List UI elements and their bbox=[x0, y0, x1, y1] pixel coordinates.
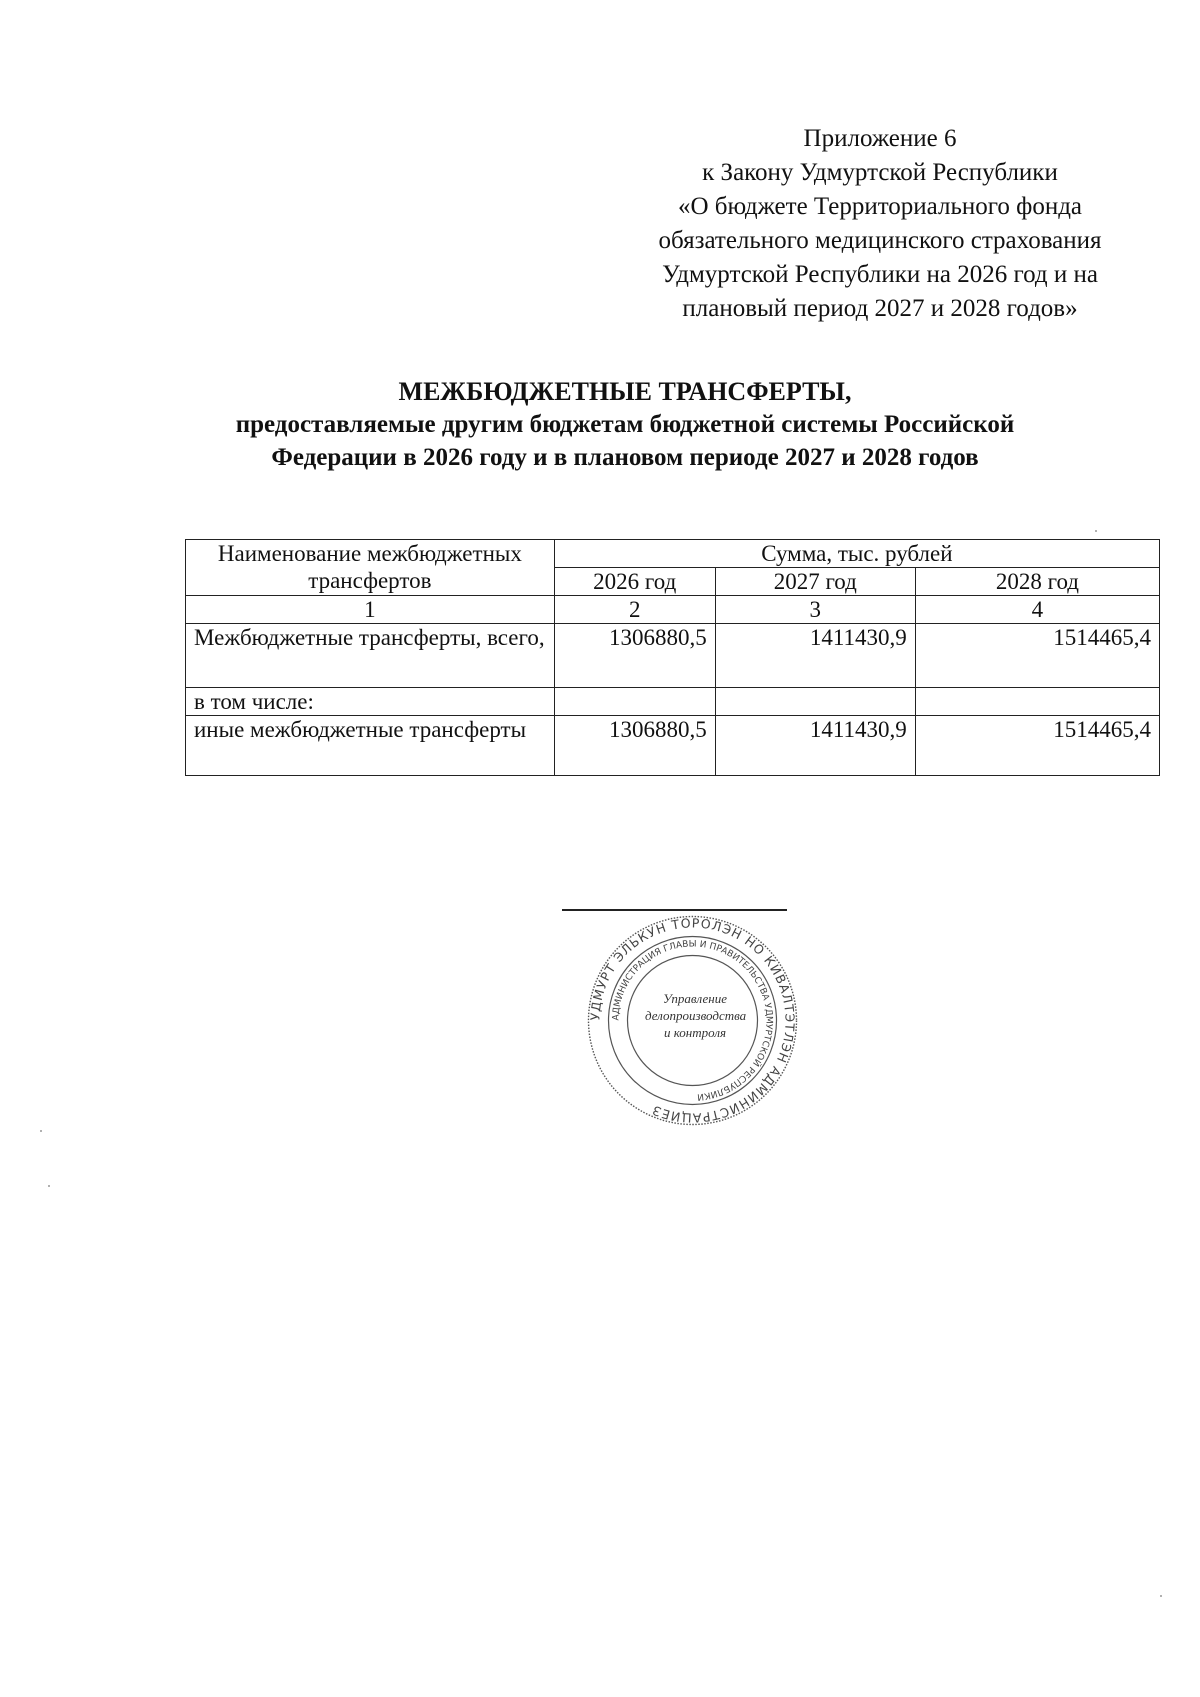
table-row bbox=[186, 688, 1160, 716]
appendix-line: к Закону Удмуртской Республики bbox=[702, 159, 1058, 186]
appendix-header bbox=[610, 122, 1150, 326]
scan-speck bbox=[40, 1130, 42, 1132]
title-main: МЕЖБЮДЖЕТНЫЕ ТРАНСФЕРТЫ, bbox=[398, 377, 852, 406]
header-year: 2028 год bbox=[915, 568, 1159, 596]
table-row bbox=[186, 716, 1160, 776]
table-header-row bbox=[186, 540, 1160, 568]
row-value bbox=[915, 688, 1159, 716]
row-value: 1411430,9 bbox=[715, 624, 915, 688]
seal-center-line: и контроля bbox=[663, 1025, 727, 1040]
signature-line bbox=[562, 909, 787, 911]
header-sum: Сумма, тыс. рублей bbox=[554, 540, 1159, 568]
row-value: 1306880,5 bbox=[554, 716, 715, 776]
title-line: Федерации в 2026 году и в плановом периоде 2027 и 2028 годов bbox=[271, 444, 979, 471]
column-number: 4 bbox=[915, 596, 1159, 624]
appendix-line: Удмуртской Республики на 2026 год и на bbox=[662, 261, 1098, 288]
scan-speck bbox=[1095, 530, 1097, 532]
title-line: предоставляемые другим бюджетам бюджетной системы Российской bbox=[235, 411, 1015, 438]
row-value: 1306880,5 bbox=[554, 624, 715, 688]
header-year: 2026 год bbox=[554, 568, 715, 596]
column-numbers-row bbox=[186, 596, 1160, 624]
row-name: иные межбюджетные трансферты bbox=[186, 716, 555, 776]
scan-speck bbox=[48, 1185, 50, 1187]
seal-outer-text: УДМУРТ ЭЛЬКУН ТОРОЛЭН НО КИВАЛТЭТЛЭН АДМИНИСТРАЦИЕЗ bbox=[587, 915, 798, 1126]
header-name: Наименование межбюджетных трансфертов bbox=[186, 540, 555, 596]
column-number: 2 bbox=[554, 596, 715, 624]
seal-center-line: Управление bbox=[662, 991, 727, 1006]
row-name: Межбюджетные трансферты, всего, bbox=[186, 624, 555, 688]
appendix-line: обязательного медицинского страхования bbox=[658, 227, 1102, 254]
row-value bbox=[554, 688, 715, 716]
row-value: 1514465,4 bbox=[915, 716, 1159, 776]
seal-inner-text: АДМИНИСТРАЦИЯ ГЛАВЫ И ПРАВИТЕЛЬСТВА УДМУРТСКОЙ РЕСПУБЛИКИ bbox=[611, 939, 774, 1102]
column-number: 3 bbox=[715, 596, 915, 624]
row-value bbox=[715, 688, 915, 716]
seal-center-text bbox=[645, 990, 745, 1041]
row-name: в том числе: bbox=[186, 688, 555, 716]
row-value: 1411430,9 bbox=[715, 716, 915, 776]
column-number: 1 bbox=[186, 596, 555, 624]
document-title bbox=[150, 375, 1100, 474]
appendix-line: Приложение 6 bbox=[803, 125, 957, 152]
appendix-line: плановый период 2027 и 2028 годов» bbox=[682, 295, 1078, 322]
scan-speck bbox=[1160, 1595, 1162, 1597]
row-value: 1514465,4 bbox=[915, 624, 1159, 688]
transfers-table bbox=[185, 539, 1160, 776]
header-year: 2027 год bbox=[715, 568, 915, 596]
table-row bbox=[186, 624, 1160, 688]
appendix-line: «О бюджете Территориального фонда bbox=[677, 193, 1083, 220]
seal-center-line: делопроизводства bbox=[645, 1008, 747, 1023]
